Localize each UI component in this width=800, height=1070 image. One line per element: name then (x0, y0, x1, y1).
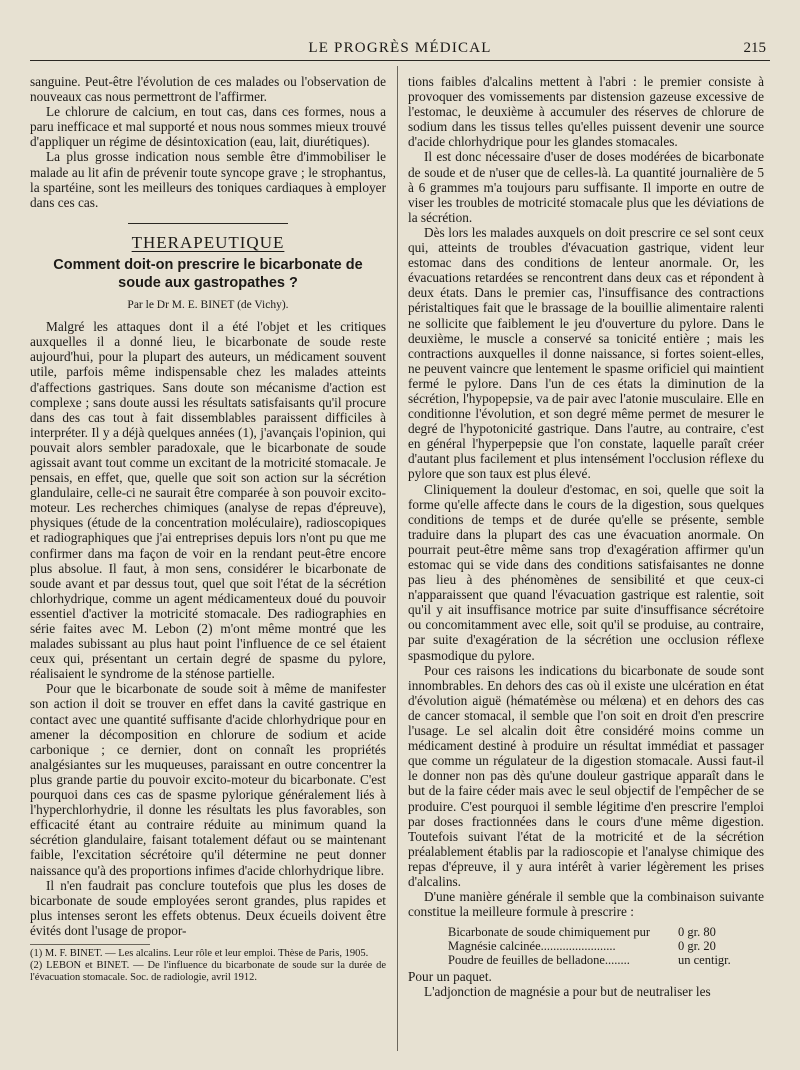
formula-item: Poudre de feuilles de belladone........ (448, 953, 630, 968)
formula-dose: 0 gr. 20 (678, 939, 716, 954)
prescription-formula (448, 925, 764, 967)
article-paragraph: Pour que le bicarbonate de soude soit à même de manifester son action il doit se trouver en effet dans la cavité gastrique en contact avec une quantité suffisante d'acide chlorhydrique pour en amener la décomposition en chlorure de sodium et acide carbonique ; ce dernier, dont on connaît les propriétés analgésiantes sur les muqueuses, paraissant en outre concentrer la plus grande partie du pouvoir excito-moteur du bicarbonate. C'est pourquoi dans ces cas de spasme pylorique généralement liés à l'hyperchlorhydrie, il donne les résultats les plus favorables, son efficacité étant au contraire réduite au minimum quand la sécrétion glandulaire, faisant totalement défaut ou se maintenant faible, l'excitation sécrétoire qu'il détermine ne peut donner naissance qu'à des proportions infimes d'acide chlorhydrique libre. (30, 681, 386, 878)
article-byline: Par le Dr M. E. BINET (de Vichy). (127, 299, 289, 312)
formula-item: Bicarbonate de soude chimiquement pur (448, 925, 651, 940)
column-divider (397, 66, 398, 1051)
article-paragraph: D'une manière générale il semble que la combinaison suivante constitue la meilleure formule à prescrire : (408, 889, 764, 920)
formula-row (448, 953, 764, 967)
page-number: 215 (743, 40, 766, 56)
section-heading: THERAPEUTIQUE (131, 232, 285, 252)
section-ornament (30, 216, 386, 231)
article-paragraph: Cliniquement la douleur d'estomac, en soi, quelle que soit la forme qu'elle affecte dans le cours de la digestion, sous quelques conditions de temps et de durée qu'elle se présente, semble traduire dans la plupart des cas une évacuation anormale. On pourrait peut-être même sans trop d'exagération affirmer qu'un estomac qui se vide dans des conditions satisfaisantes ne donne pas lieu à des phénomènes de sensibilité et que ceux-ci n'apparaissent que quand l'évacuation gastrique est ralentie, soit qu'il y ait insuffisance motrice par suite d'insuffisance sécrétoire ou concomitamment avec elle, soit qu'il se produise, au contraire, par suite d'exagération de la sécrétion une occlusion réflexe spasmodique du pylore. (408, 481, 764, 663)
right-column (408, 74, 764, 999)
carry-paragraph: tions faibles d'alcalins mettent à l'abri : le premier consiste à provoquer des vomissements par distension gazeuse excessive de l'estomac, le deuxième à accumuler des réserves de chlorure de sodium dans les tissus telles qu'elles puissent devenir une source d'acide chlorhydrique pour les glandes stomacales. (408, 74, 764, 150)
carry-paragraph: sanguine. Peut-être l'évolution de ces malades ou l'observation de nouveaux cas nous permettront de l'affirmer. (30, 74, 386, 105)
formula-row (448, 939, 764, 953)
formula-row (448, 925, 764, 939)
formula-note: Pour un paquet. (408, 969, 492, 985)
footnote: (1) M. F. BINET. — Les alcalins. Leur rôle et leur emploi. Thèse de Paris, 1905. (30, 947, 369, 959)
formula-item: Magnésie calcinée........................ (448, 939, 616, 954)
formula-dose: 0 gr. 80 (678, 925, 716, 940)
article-paragraph: Pour ces raisons les indications du bicarbonate de soude sont innombrables. En dehors des cas où il existe une ulcération en état d'évolution aiguë (hématémèse ou mélœna) et en dehors des cas de cancer stomacal, il semble que l'on soit en droit d'en prescrire l'usage. Le sel alcalin doit être considéré moins comme un médicament destiné à produire un résultat immédiat et passager que comme un régulateur de la digestion stomacale. Aussi faut-il le donner non pas dès qu'une douleur gastrique apparaît dans le but de la faire céder mais avec le seul objectif de l'empêcher de se produire. C'est pourquoi il semble légitime d'en prescrire l'emploi par doses fractionnées dans le cours d'une même digestion. Toutefois suivant l'état de la motricité et de la sécrétion préalablement établis par la radioscopie et l'analyse chimique des repas d'épreuve, il y aura intérêt à varier légèrement les prises d'alcalins. (408, 662, 764, 889)
article-paragraph: Il est donc nécessaire d'user de doses modérées de bicarbonate de soude et de n'user que de celles-là. La quantité journalière de 5 à 6 grammes m'a toujours paru suffisante. Il importe en outre de viser les troubles de motricité stomacale plus que les déviations de la sécrétion. (408, 149, 764, 225)
running-head (30, 40, 770, 61)
article-paragraph: L'adjonction de magnésie a pour but de neutraliser les (424, 984, 711, 1000)
footnotes (30, 944, 386, 984)
journal-title: LE PROGRÈS MÉDICAL (308, 40, 492, 56)
paragraph-indication: La plus grosse indication nous semble être d'immobiliser le malade au lit afin de prévenir toute syncope grave ; le strophantus, la spartéine, sont les meilleurs des toniques cardiaques à employer dans ces cas. (30, 149, 386, 210)
article-paragraph: Malgré les attaques dont il a été l'objet et les critiques auxquelles il a donné lieu, le bicarbonate de soude reste aujourd'hui, pour la plupart des auteurs, un médicament souvent utile, parfois même indispensable chez les malades atteints d'affections gastriques. Sans doute son mécanisme d'action est complexe ; sans doute aussi les résultats satisfaisants qu'il procure dans des cas tout à fait dissemblables paraissent difficiles à interpréter. Il y a déjà quelques années (1), j'avançais l'opinion, qui pouvait alors sembler paradoxale, que le bicarbonate de soude agissait avant tout comme un excitant de la motricité stomacale. Je pensais, en effet, que, quelle que soit son action sur la sécrétion glandulaire, celle-ci ne saurait être comparée à son pouvoir excito-moteur. Les recherches chimiques (analyse de repas d'épreuve), physiques (étude de la concentration moléculaire), radioscopiques et radiographiques que j'ai entreprises depuis lors n'ont pu que me confirmer dans ma façon de voir en la rendant peut-être encore plus absolue. Il faut, à mon sens, considérer le bicarbonate de soude avant et par dessus tout, quel que soit l'état de la sécrétion chlorhydrique, comme un agent médicamenteux doué du pouvoir essentiel d'activer la motricité stomacale. Des radiographies en série faites avec M. Lebon (2) m'ont même montré que les malades subissant au plus haut point l'influence de ce sel étaient ceux qui, présentant un certain degré de spasme du pylore, réalisaient le syndrome de la sténose partielle. (30, 319, 386, 682)
article-paragraph: Il n'en faudrait pas conclure toutefois que plus les doses de bicarbonate de soude employées seront grandes, plus rapides et plus intenses seront les effets obtenus. Deux écueils doivent être évités dont l'usage de propor- (30, 877, 386, 938)
footnote: (2) LEBON et BINET. — De l'influence du bicarbonate de soude sur la durée de l'évacuation stomacale. Soc. de radiologie, avril 1912. (30, 959, 386, 983)
paragraph-calcium: Le chlorure de calcium, en tout cas, dans ces formes, nous a paru inefficace et mal supporté et nous nous sommes mieux trouvé d'appliquer un régime de désintoxication (eau, lait, diurétiques). (30, 104, 386, 150)
article-paragraph: Dès lors les malades auxquels on doit prescrire ce sel sont ceux qui, atteints de troubles d'évacuation gastrique, vident leur estomac dans des conditions de lenteur anormale. Or, les évacuations retardées se rencontrent dans deux cas et répondent à deux états. Dans le premier cas, l'insuffisance des contractions péristaltiques fait que le brassage de la bouillie alimentaire ralenti ne sollicite que faiblement le jeu d'ouverture du pylore. Dans le deuxième, le muscle a conservé sa tonicité entière ; mais les contractions auxquelles il donne naissance, si fortes soient-elles, ne peuvent vaincre que lentement le spasme orificiel qui maintient fermé le pylore. Dans l'un de ces états la diminution de la sécrétion, l'hypopepsie, va de pair avec l'atonie musculaire. Elle en conditionne l'évolution, et son degré même permet de mesurer le degré de l'hypotonicité gastrique. Dans l'autre, au contraire, c'est en général l'hyperpepsie que l'on constate, laquelle paraît créer d'autant plus facilement et plus intensément l'occlusion réflexe du pylore que son taux est plus élevé. (408, 224, 764, 482)
formula-dose: un centigr. (678, 953, 731, 968)
article-title: Comment doit-on prescrire le bicarbonate de soude aux gastropathes ? (53, 257, 363, 292)
left-column (30, 74, 386, 984)
